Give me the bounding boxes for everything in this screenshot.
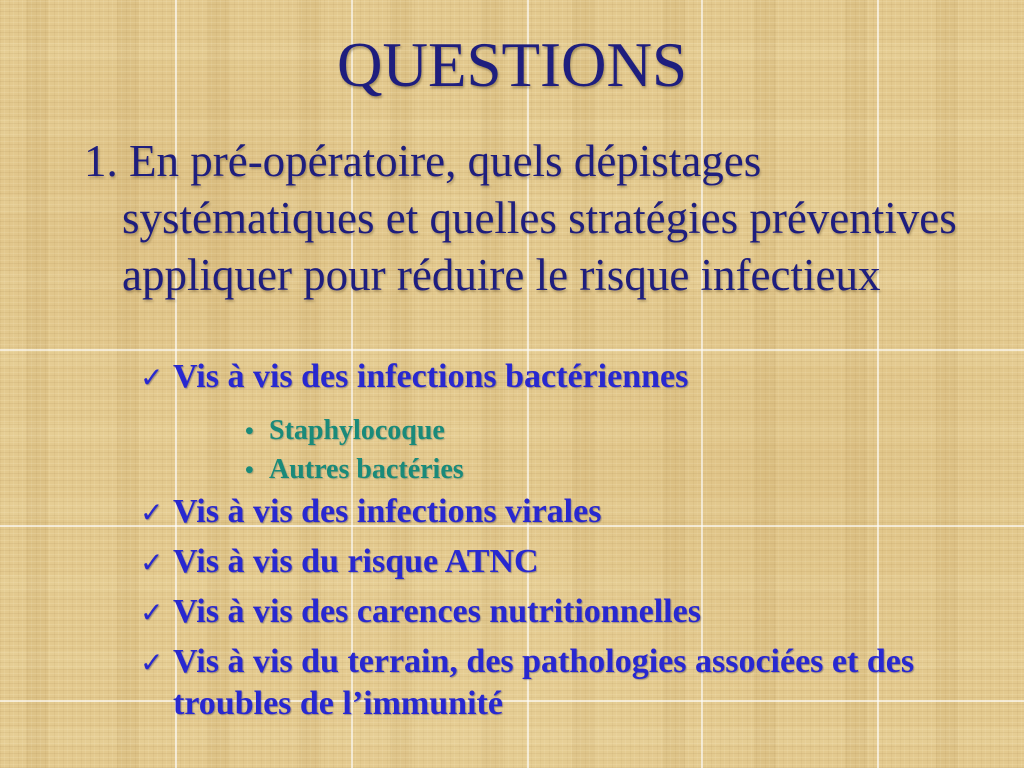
check-icon: ✓: [140, 546, 164, 579]
grid-line-horizontal: [0, 349, 1024, 351]
sub-list: [245, 412, 950, 490]
check-icon: ✓: [140, 496, 164, 529]
bullet-icon: •: [245, 418, 254, 445]
sub-item-label: Autres bactéries: [269, 454, 464, 485]
question-paragraph: [84, 133, 978, 304]
question-number: 1.: [84, 136, 118, 186]
checklist-item: [140, 491, 950, 534]
bullet-icon: •: [245, 457, 254, 484]
sub-item-label: Staphylocoque: [269, 415, 445, 446]
check-icon: ✓: [140, 596, 164, 629]
check-icon: ✓: [140, 361, 164, 394]
checklist-label: Vis à vis des carences nutritionnelles: [173, 593, 701, 630]
checklist-label: Vis à vis du risque ATNC: [173, 543, 539, 580]
checklist-item: [140, 641, 950, 725]
slide-title: QUESTIONS: [336, 30, 687, 100]
checklist-item: [140, 356, 950, 399]
checklist-label: Vis à vis des infections bactériennes: [173, 358, 689, 395]
sub-item: [245, 451, 950, 490]
question-spacer: [118, 136, 129, 186]
question-text: En pré-opératoire, quels dépistages systématiques et quelles stratégies préventives appliquer pour réduire le risque infectieux: [122, 136, 957, 300]
checklist-label: Vis à vis des infections virales: [173, 493, 602, 530]
sub-item: [245, 412, 950, 451]
checklist-item: [140, 591, 950, 634]
checklist-label: Vis à vis du terrain, des pathologies associées et des troubles de l’immunité: [173, 643, 915, 722]
checklist-item: [140, 541, 950, 584]
checklist: [140, 356, 950, 732]
check-icon: ✓: [140, 646, 164, 679]
